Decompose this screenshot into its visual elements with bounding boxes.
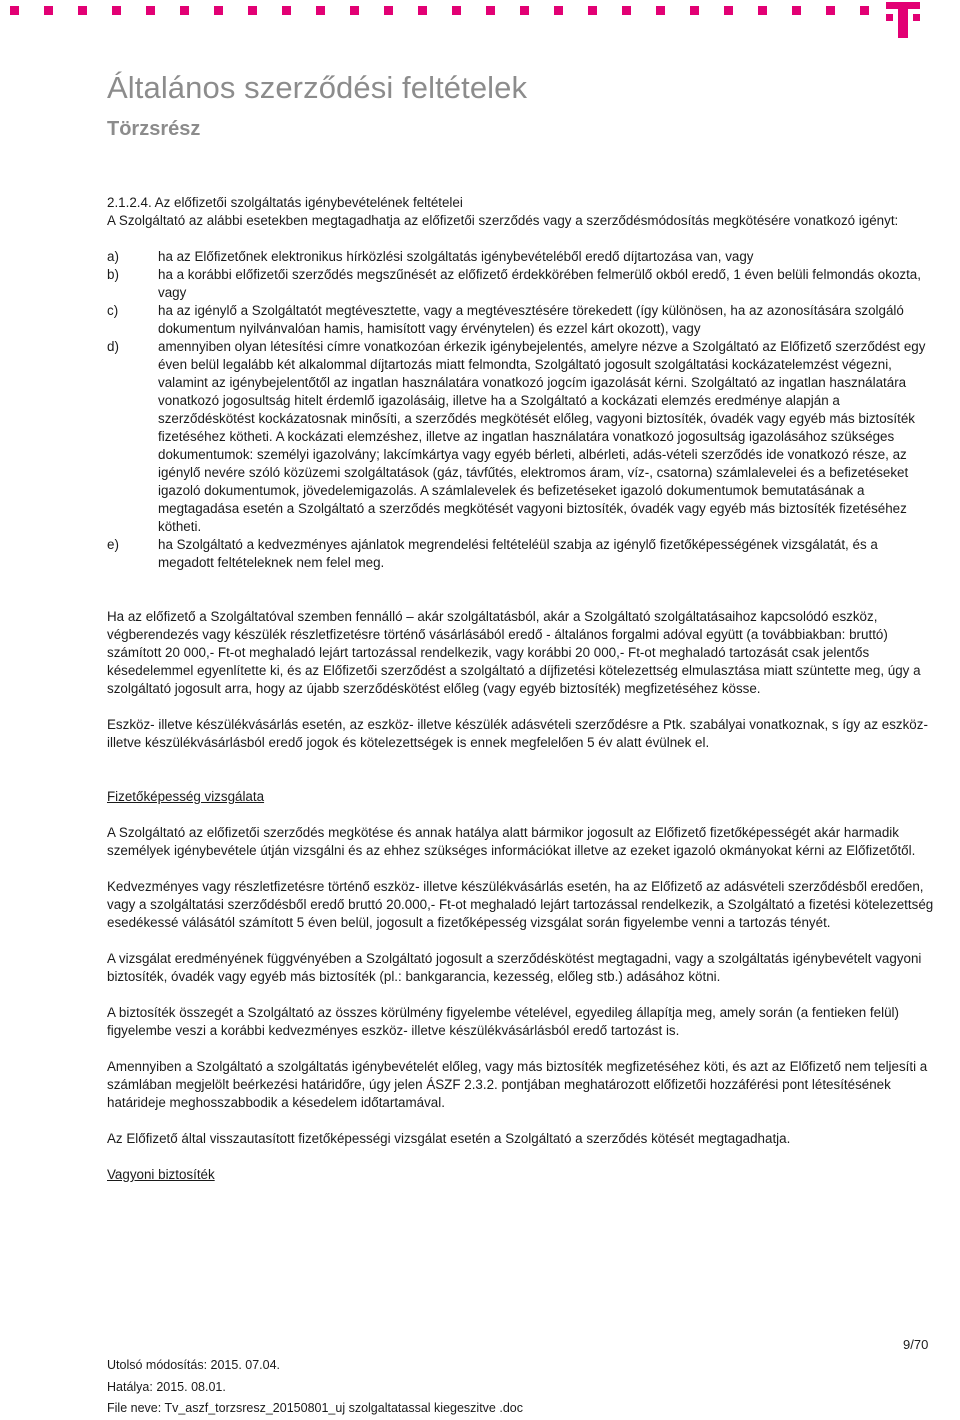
paragraph-fizeto-3: A vizsgálat eredményének függvényében a Szolgáltató jogosult a szerződéskötést megtagadni, vagy a szolgáltatás igénybevételt vagyoni biztosíték, óvadék vagy egyéb más biztosíték (pl.: bankgarancia, kezesség, előleg stb.) adásához kötni. [107,951,922,984]
section-intro: A Szolgáltató az alábbi esetekben megtagadhatja az előfizetői szerződés vagy a szerződésmódosítás megkötésére vonatkozó igényt: [107,213,899,228]
square-icon [792,6,801,15]
header-bar [0,0,960,40]
square-icon [554,6,563,15]
square-icon [690,6,699,15]
list-item-text: ha a korábbi előfizetői szerződés megszűnését az előfizető érdekkörében felmerülő okból eredő, 1 éven belüli felmondás okozta, vagy [158,267,921,300]
list-item [107,248,937,266]
footer-modified: Utolsó módosítás: 2015. 07.04. [107,1358,281,1372]
paragraph-fizeto-4: A biztosíték összegét a Szolgáltató az összes körülmény figyelembe vételével, egyedileg állapítja meg, amely során (a fentieken felül) figyelembe veszi a korábbi kedvezményes eszköz- illetve készülékvásárlásból eredő tartozást is. [107,1005,899,1038]
square-icon [316,6,325,15]
square-icon [112,6,121,15]
square-icon [384,6,393,15]
square-icon [452,6,461,15]
paragraph-device-purchase: Eszköz- illetve készülékvásárlás esetén, az eszköz- illetve készülék adásvételi szerződésre a Ptk. szabályai vonatkoznak, s így az eszköz- illetve készülékvásárlásból eredő jogok és kötelezettségek is ennek megfelelően 5 év alatt évülnek el. [107,717,928,750]
square-icon [622,6,631,15]
list-item [107,266,937,302]
page-number: 9/70 [903,1337,929,1352]
list-item-label: c) [107,303,119,318]
refusal-conditions-list [107,248,937,572]
square-icon [418,6,427,15]
decorative-square-row [10,6,869,15]
heading-vagyoni-biztositek: Vagyoni biztosíték [107,1167,215,1182]
paragraph-fizeto-2: Kedvezményes vagy részletfizetésre történő eszköz- illetve készülékvásárlás esetén, ha az Előfizető az adásvételi szerződésből eredően, vagy a szolgáltatási szerződésből eredő bruttó 20.000,- Ft-ot meghaladó lejárt tartozással rendelkezik, a Szolgáltató a fizetési kötelezettség esedékessé válásától számított 5 éven belül, jogosult a fizetőképesség vizsgálat során figyelembe venni a tartozás tényét. [107,879,934,930]
paragraph-debt: Ha az előfizető a Szolgáltatóval szemben fennálló – akár szolgáltatásból, akár a Szolgáltató szolgáltatásaihoz kapcsolódó eszköz, végberendezés vagy készülék részletfizetésre történő vásárlásából eredő - általános forgalmi adóval együtt (a továbbiakban: bruttó) számított 20 000,- Ft-ot meghaladó lejárt tartozással rendelkezik, vagy korábbi 20 000,- Ft-ot meghaladó tartozását csak jelentős késedelemmel egyenlítette ki, és az Előfizetői szerződést a szolgáltató a díjfizetési kötelezettség elmulasztása miatt szüntette meg, úgy a szolgáltató jogosult arra, hogy az újabb szerződéskötést előleg (vagy egyéb biztosíték) megfizetéséhez kösse. [107,609,921,696]
square-icon [724,6,733,15]
square-icon [146,6,155,15]
list-item [107,536,937,572]
document-body [107,194,937,1184]
list-item-text: ha Szolgáltató a kedvezményes ajánlatok megrendelési feltételéül szabja az igénylő fizetőképességének vizsgálatát, és a megadott feltételeknek nem felel meg. [158,537,878,570]
heading-fizetokepesseg: Fizetőképesség vizsgálata [107,789,265,804]
square-icon [486,6,495,15]
document-title: Általános szerződési feltételek [107,70,528,105]
footer [107,1355,523,1420]
document-subtitle: Törzsrész [107,118,201,140]
list-item-text: ha az igénylő a Szolgáltatót megtévesztette, vagy a megtévesztésére törekedett (így különösen, ha az azonosítására szolgáló dokumentum nyilvánvalóan hamis, hamisított vagy érvénytelen) és ezzel kárt okozott), vagy [158,303,904,336]
list-item-label: e) [107,537,119,552]
list-item-text: amennyiben olyan létesítési címre vonatkozóan érkezik igénybejelentés, amelyre nézve a Szolgáltató az Előfizető szerződést egy éven belül legalább két alkalommal díjtartozás miatt felmondta, Szolgáltató jogosult szolgáltatási kockázatelemzést végezni, valamint az igénybejelentőtől az ingatlan használatára vonatkozó jogcím igazolását kérni. Szolgáltató az ingatlan használatára vonatkozó jogosultság hitelt érdemlő igazolásáig, illetve ha a Szolgáltató a kockázati elemzés eredménye alapján a szerződéskötést kockázatosnak minősíti, a szerződés megkötését előleg, vagyoni biztosíték, óvadék vagy egyéb más biztosíték fizetéséhez kötheti. A kockázati elemzéshez, illetve az ingatlan használatára vonatkozó jogosultság igazolásához szükséges dokumentumok: személyi igazolvány; lakcímkártya vagy egyéb bérleti, albérleti, adás-vételi szerződés ide vonatkozó része, az igénylő nevére szóló közüzemi szolgáltatások (gáz, távfűtés, elektromos áram, víz-, csatorna) számlalevelei és a befizetéseket igazoló dokumentumok, jövedelemigazolás. A számlalevelek és befizetéseket igazoló dokumentumok bemutatásának a megtagadása esetén a Szolgáltató a szerződés megkötését vagyoni biztosíték, óvadék vagy egyéb más biztosíték fizetéséhez kötheti. [158,339,926,534]
list-item [107,302,937,338]
square-icon [860,6,869,15]
list-item-text: ha az Előfizetőnek elektronikus hírközlési szolgáltatás igénybevételéből eredő díjtartozása van, vagy [158,249,754,264]
square-icon [588,6,597,15]
square-icon [180,6,189,15]
list-item-label: a) [107,249,119,264]
footer-effective: Hatálya: 2015. 08.01. [107,1379,226,1394]
paragraph-fizeto-6: Az Előfizető által visszautasított fizetőképességi vizsgálat esetén a Szolgáltató a szerződés kötését megtagadhatja. [107,1131,791,1146]
list-item-label: b) [107,267,119,282]
square-icon [758,6,767,15]
square-icon [350,6,359,15]
square-icon [44,6,53,15]
square-icon [656,6,665,15]
square-icon [520,6,529,15]
square-icon [78,6,87,15]
section-heading: 2.1.2.4. Az előfizetői szolgáltatás igénybevételének feltételei [107,195,463,210]
square-icon [214,6,223,15]
square-icon [282,6,291,15]
paragraph-fizeto-1: A Szolgáltató az előfizetői szerződés megkötése és annak hatálya alatt bármikor jogosult az Előfizető fizetőképességét akár harmadik személyek igénybevétele útján vizsgálni és az ehhez szükséges információkat illetve az ezeket igazoló okmányokat kérni az Előfizetőtől. [107,825,916,858]
square-icon [826,6,835,15]
square-icon [248,6,257,15]
list-item [107,338,937,536]
paragraph-fizeto-5: Amennyiben a Szolgáltató a szolgáltatás igénybevételét előleg, vagy más biztosíték megfizetéséhez köti, és azt az Előfizető nem teljesíti a számlában megjelölt beérkezési határidőre, úgy jelen ÁSZF 2.3.2. pontjában meghatározott előfizetői hozzáférési pont létesítésének határideje meghosszabbodik a késedelem időtartamával. [107,1059,928,1110]
list-item-label: d) [107,339,119,354]
footer-filename: File neve: Tv_aszf_torzsresz_20150801_uj szolgaltatassal kiegeszitve .doc [107,1401,523,1415]
square-icon [10,6,19,15]
telekom-t-logo-icon [883,2,923,40]
